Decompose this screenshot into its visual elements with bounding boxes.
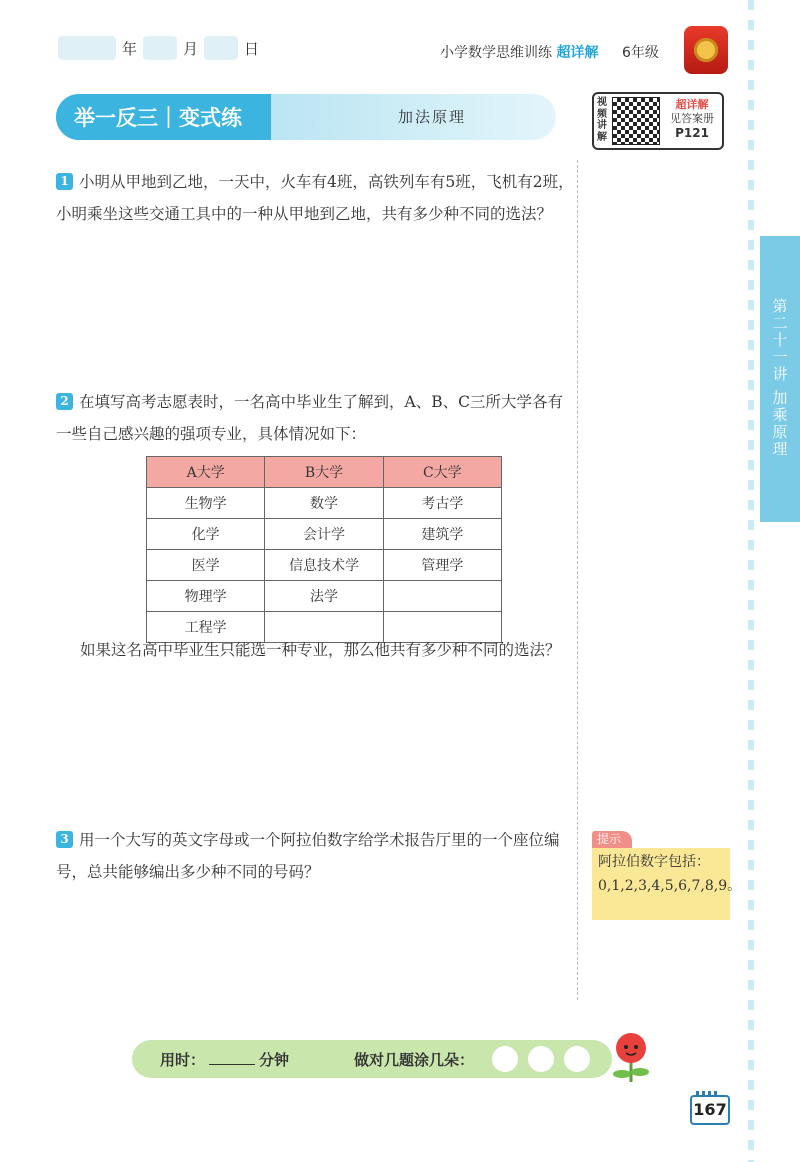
answer-ref-line2: 见答案册 bbox=[670, 112, 714, 125]
table-cell: 生物学 bbox=[147, 488, 265, 519]
table-header: A大学 bbox=[147, 457, 265, 488]
table-row bbox=[147, 550, 502, 581]
section-banner bbox=[56, 94, 556, 140]
table-cell: 会计学 bbox=[265, 519, 383, 550]
video-qr-panel[interactable] bbox=[592, 92, 724, 150]
flower-icon[interactable] bbox=[494, 1048, 516, 1070]
book-title bbox=[440, 42, 598, 62]
question-number: 1 bbox=[56, 173, 73, 190]
answer-reference bbox=[664, 98, 720, 140]
table-cell: 工程学 bbox=[147, 612, 265, 643]
question-text: 在填写高考志愿表时，一名高中毕业生了解到，A、B、C三所大学各有一些自己感兴趣的强项专业，具体情况如下： bbox=[56, 393, 563, 443]
question-text: 小明从甲地到乙地，一天中，火车有4班，高铁列车有5班，飞机有2班，小明乘坐这些交通工具中的一种从甲地到乙地，共有多少种不同的选法？ bbox=[56, 173, 574, 223]
time-unit: 分钟 bbox=[259, 1051, 290, 1069]
hint-box: 阿拉伯数字包括：0,1,2,3,4,5,6,7,8,9。 bbox=[592, 848, 730, 920]
table-cell: 考古学 bbox=[383, 488, 501, 519]
qr-code-icon[interactable] bbox=[612, 97, 660, 145]
question-1 bbox=[56, 166, 576, 230]
day-blank bbox=[204, 36, 238, 60]
progress-footer bbox=[132, 1040, 612, 1078]
book-title-highlight: 超详解 bbox=[556, 45, 599, 61]
hint-label: 提示 bbox=[592, 831, 632, 848]
month-label: 月 bbox=[183, 39, 199, 58]
table-row bbox=[147, 581, 502, 612]
year-label: 年 bbox=[122, 39, 138, 58]
question-2-followup: 如果这名高中毕业生只能选一种专业，那么他共有多少种不同的选法？ bbox=[80, 641, 561, 659]
day-label: 日 bbox=[244, 39, 260, 58]
answer-ref-page: P121 bbox=[675, 126, 709, 140]
date-fields bbox=[58, 36, 259, 60]
qr-side-text: 视频讲解 bbox=[597, 97, 607, 143]
flower-icon[interactable] bbox=[530, 1048, 552, 1070]
table-cell bbox=[383, 581, 501, 612]
time-spent bbox=[160, 1049, 289, 1070]
table-header: C大学 bbox=[383, 457, 501, 488]
table-cell: 建筑学 bbox=[383, 519, 501, 550]
answer-ref-line1: 超详解 bbox=[675, 98, 709, 111]
publisher-logo-icon bbox=[684, 26, 728, 74]
question-3 bbox=[56, 824, 576, 888]
column-divider bbox=[577, 160, 578, 1000]
table-cell: 化学 bbox=[147, 519, 265, 550]
table-row bbox=[147, 519, 502, 550]
question-number: 2 bbox=[56, 393, 73, 410]
question-number: 3 bbox=[56, 831, 73, 848]
section-tag: 举一反三｜变式练 bbox=[56, 94, 271, 140]
table-cell: 数学 bbox=[265, 488, 383, 519]
chapter-side-tab: 第二十一讲 加乘原理 bbox=[760, 236, 800, 522]
table-row bbox=[147, 488, 502, 519]
book-title-text: 小学数学思维训练 bbox=[440, 45, 552, 61]
table-cell: 医学 bbox=[147, 550, 265, 581]
majors-table bbox=[146, 456, 502, 643]
section-title: 加法原理 bbox=[398, 108, 467, 126]
table-cell: 物理学 bbox=[147, 581, 265, 612]
question-text: 用一个大写的英文字母或一个阿拉伯数字给学术报告厅里的一个座位编号，总共能够编出多少种不同的号码？ bbox=[56, 831, 560, 881]
table-header: B大学 bbox=[265, 457, 383, 488]
flowers-label: 做对几题涂几朵： bbox=[354, 1051, 475, 1069]
edge-decoration bbox=[748, 0, 754, 1162]
flower-mascot-icon bbox=[608, 1032, 654, 1084]
table-header-row bbox=[147, 457, 502, 488]
page-number: 167 bbox=[690, 1095, 730, 1125]
table-cell: 信息技术学 bbox=[265, 550, 383, 581]
table-cell: 管理学 bbox=[383, 550, 501, 581]
month-blank bbox=[143, 36, 177, 60]
question-2 bbox=[56, 386, 576, 450]
table-cell: 法学 bbox=[265, 581, 383, 612]
time-blank[interactable] bbox=[209, 1050, 255, 1065]
time-label: 用时： bbox=[160, 1051, 206, 1069]
flower-icon[interactable] bbox=[566, 1048, 588, 1070]
year-blank bbox=[58, 36, 116, 60]
grade-label: 6年级 bbox=[622, 45, 659, 61]
